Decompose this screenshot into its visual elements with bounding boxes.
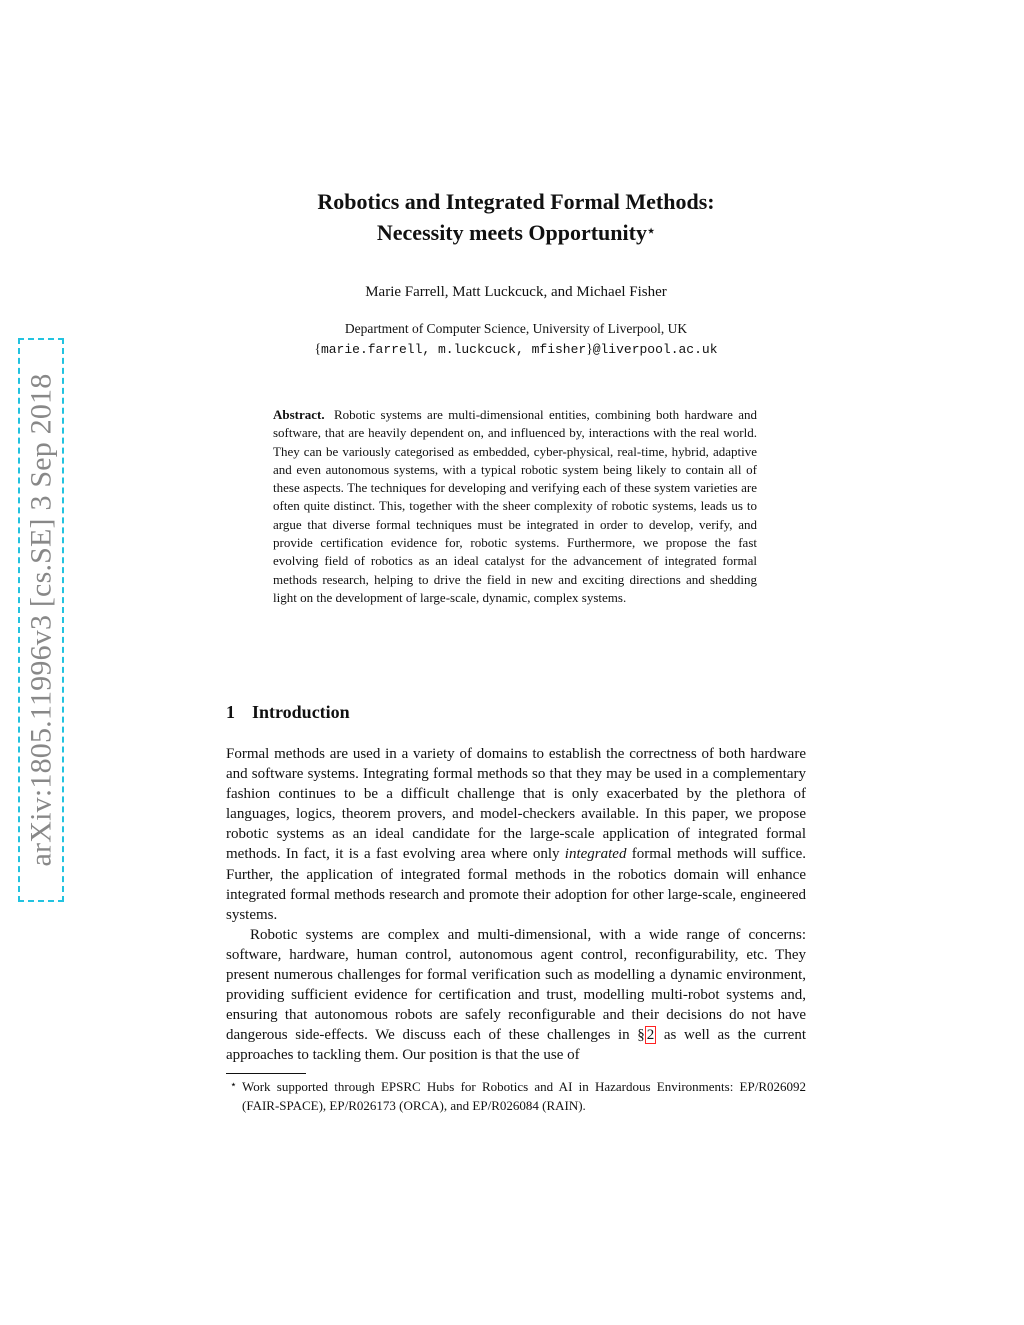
introduction-body	[226, 744, 806, 1066]
footnote-text: Work supported through EPSRC Hubs for Robotics and AI in Hazardous Environments: EP/R026092 (FAIR-SPACE), EP/R026173 (ORCA), and EP/R026084 (RAIN).	[242, 1079, 806, 1113]
paragraph-1-text-end: formal methods will suffice. Further, the application of integrated formal methods in the robotics domain will enhance integrated formal methods research and promote their adoption for other large-scale, engineered systems.	[226, 846, 807, 923]
title-line-1: Robotics and Integrated Formal Methods:	[317, 189, 715, 214]
paragraph-1-text-start: Formal methods are used in a variety of domains to establish the correctness of both hardware and software systems. Integrating formal methods so that they may be used in a complementary fashion continues to be a difficult challenge that is only exacerbated by the plethora of languages, logics, theorem provers, and model-checkers available. In this paper, we propose robotic systems as an ideal candidate for the large-scale application of integrated formal methods. In fact, it is a fast evolving area where only	[226, 746, 806, 863]
footnote	[226, 1077, 806, 1115]
arxiv-identifier-text: arXiv:1805.11996v3 [cs.SE] 3 Sep 2018	[24, 373, 58, 867]
abstract	[273, 406, 757, 607]
abstract-text: Robotic systems are multi-dimensional entities, combining both hardware and software, that are heavily dependent on, and influenced by, interactions with the real world. They can be variously categorised as embedded, cyber-physical, real-time, hybrid, adaptive and even autonomous systems, with a typical robotic system being likely to contain all of these aspects. The techniques for developing and verifying each of these system varieties are often quite distinct. This, together with the sheer complexity of robotic systems, leads us to argue that diverse formal techniques must be integrated in order to develop, verify, and provide certification evidence for, robotic systems. Furthermore, we propose the fast evolving field of robotics as an ideal catalyst for the advancement of integrated formal methods research, helping to drive the field in new and exciting directions and shedding light on the development of large-scale, dynamic, complex systems.	[273, 407, 758, 605]
abstract-label: Abstract.	[273, 407, 325, 422]
title-line-2-text: Necessity meets Opportunity	[376, 220, 647, 245]
paragraph-1-emphasis: integrated	[564, 846, 627, 863]
email-brace-close: }	[586, 341, 593, 356]
section-title: Introduction	[252, 702, 350, 722]
author-list: Marie Farrell, Matt Luckcuck, and Michael Fisher	[365, 284, 667, 300]
title-footnote-marker: ⋆	[646, 223, 656, 238]
introduction-paragraph-1	[226, 744, 806, 925]
footnote-marker: ⋆	[230, 1079, 237, 1091]
affiliation-emails	[226, 339, 806, 360]
footnote-divider	[226, 1073, 306, 1074]
section-2-reference-link[interactable]: 2	[646, 1027, 655, 1044]
title-line-2	[226, 217, 806, 248]
section-number: 1	[226, 702, 235, 722]
affiliation-department: Department of Computer Science, University of Liverpool, UK	[344, 321, 688, 336]
email-names: marie.farrell, m.luckcuck, mfisher	[320, 342, 587, 357]
paragraph-2-text-start: Robotic systems are complex and multi-dimensional, with a wide range of concerns: software, hardware, human control, autonomous agent control, reconfigurability, etc. They present numerous challenges for formal verification such as modelling a dynamic environment, providing sufficient evidence for certification and trust, modelling multi-robot systems and, ensuring that autonomous robots are safely reconfigurable and their decisions do not have dangerous side-effects. We discuss each of these challenges in §	[226, 926, 806, 1044]
email-brace-open: {	[314, 341, 321, 356]
arxiv-identifier-stamp	[18, 338, 64, 902]
email-domain: @liverpool.ac.uk	[592, 342, 718, 357]
affiliation	[226, 319, 806, 360]
paper-title	[226, 186, 806, 248]
section-heading-introduction	[226, 702, 350, 723]
introduction-paragraph-2	[226, 925, 806, 1066]
paragraph-2-text-end: as well as the current approaches to tackling them. Our position is that the use of	[226, 1027, 806, 1064]
